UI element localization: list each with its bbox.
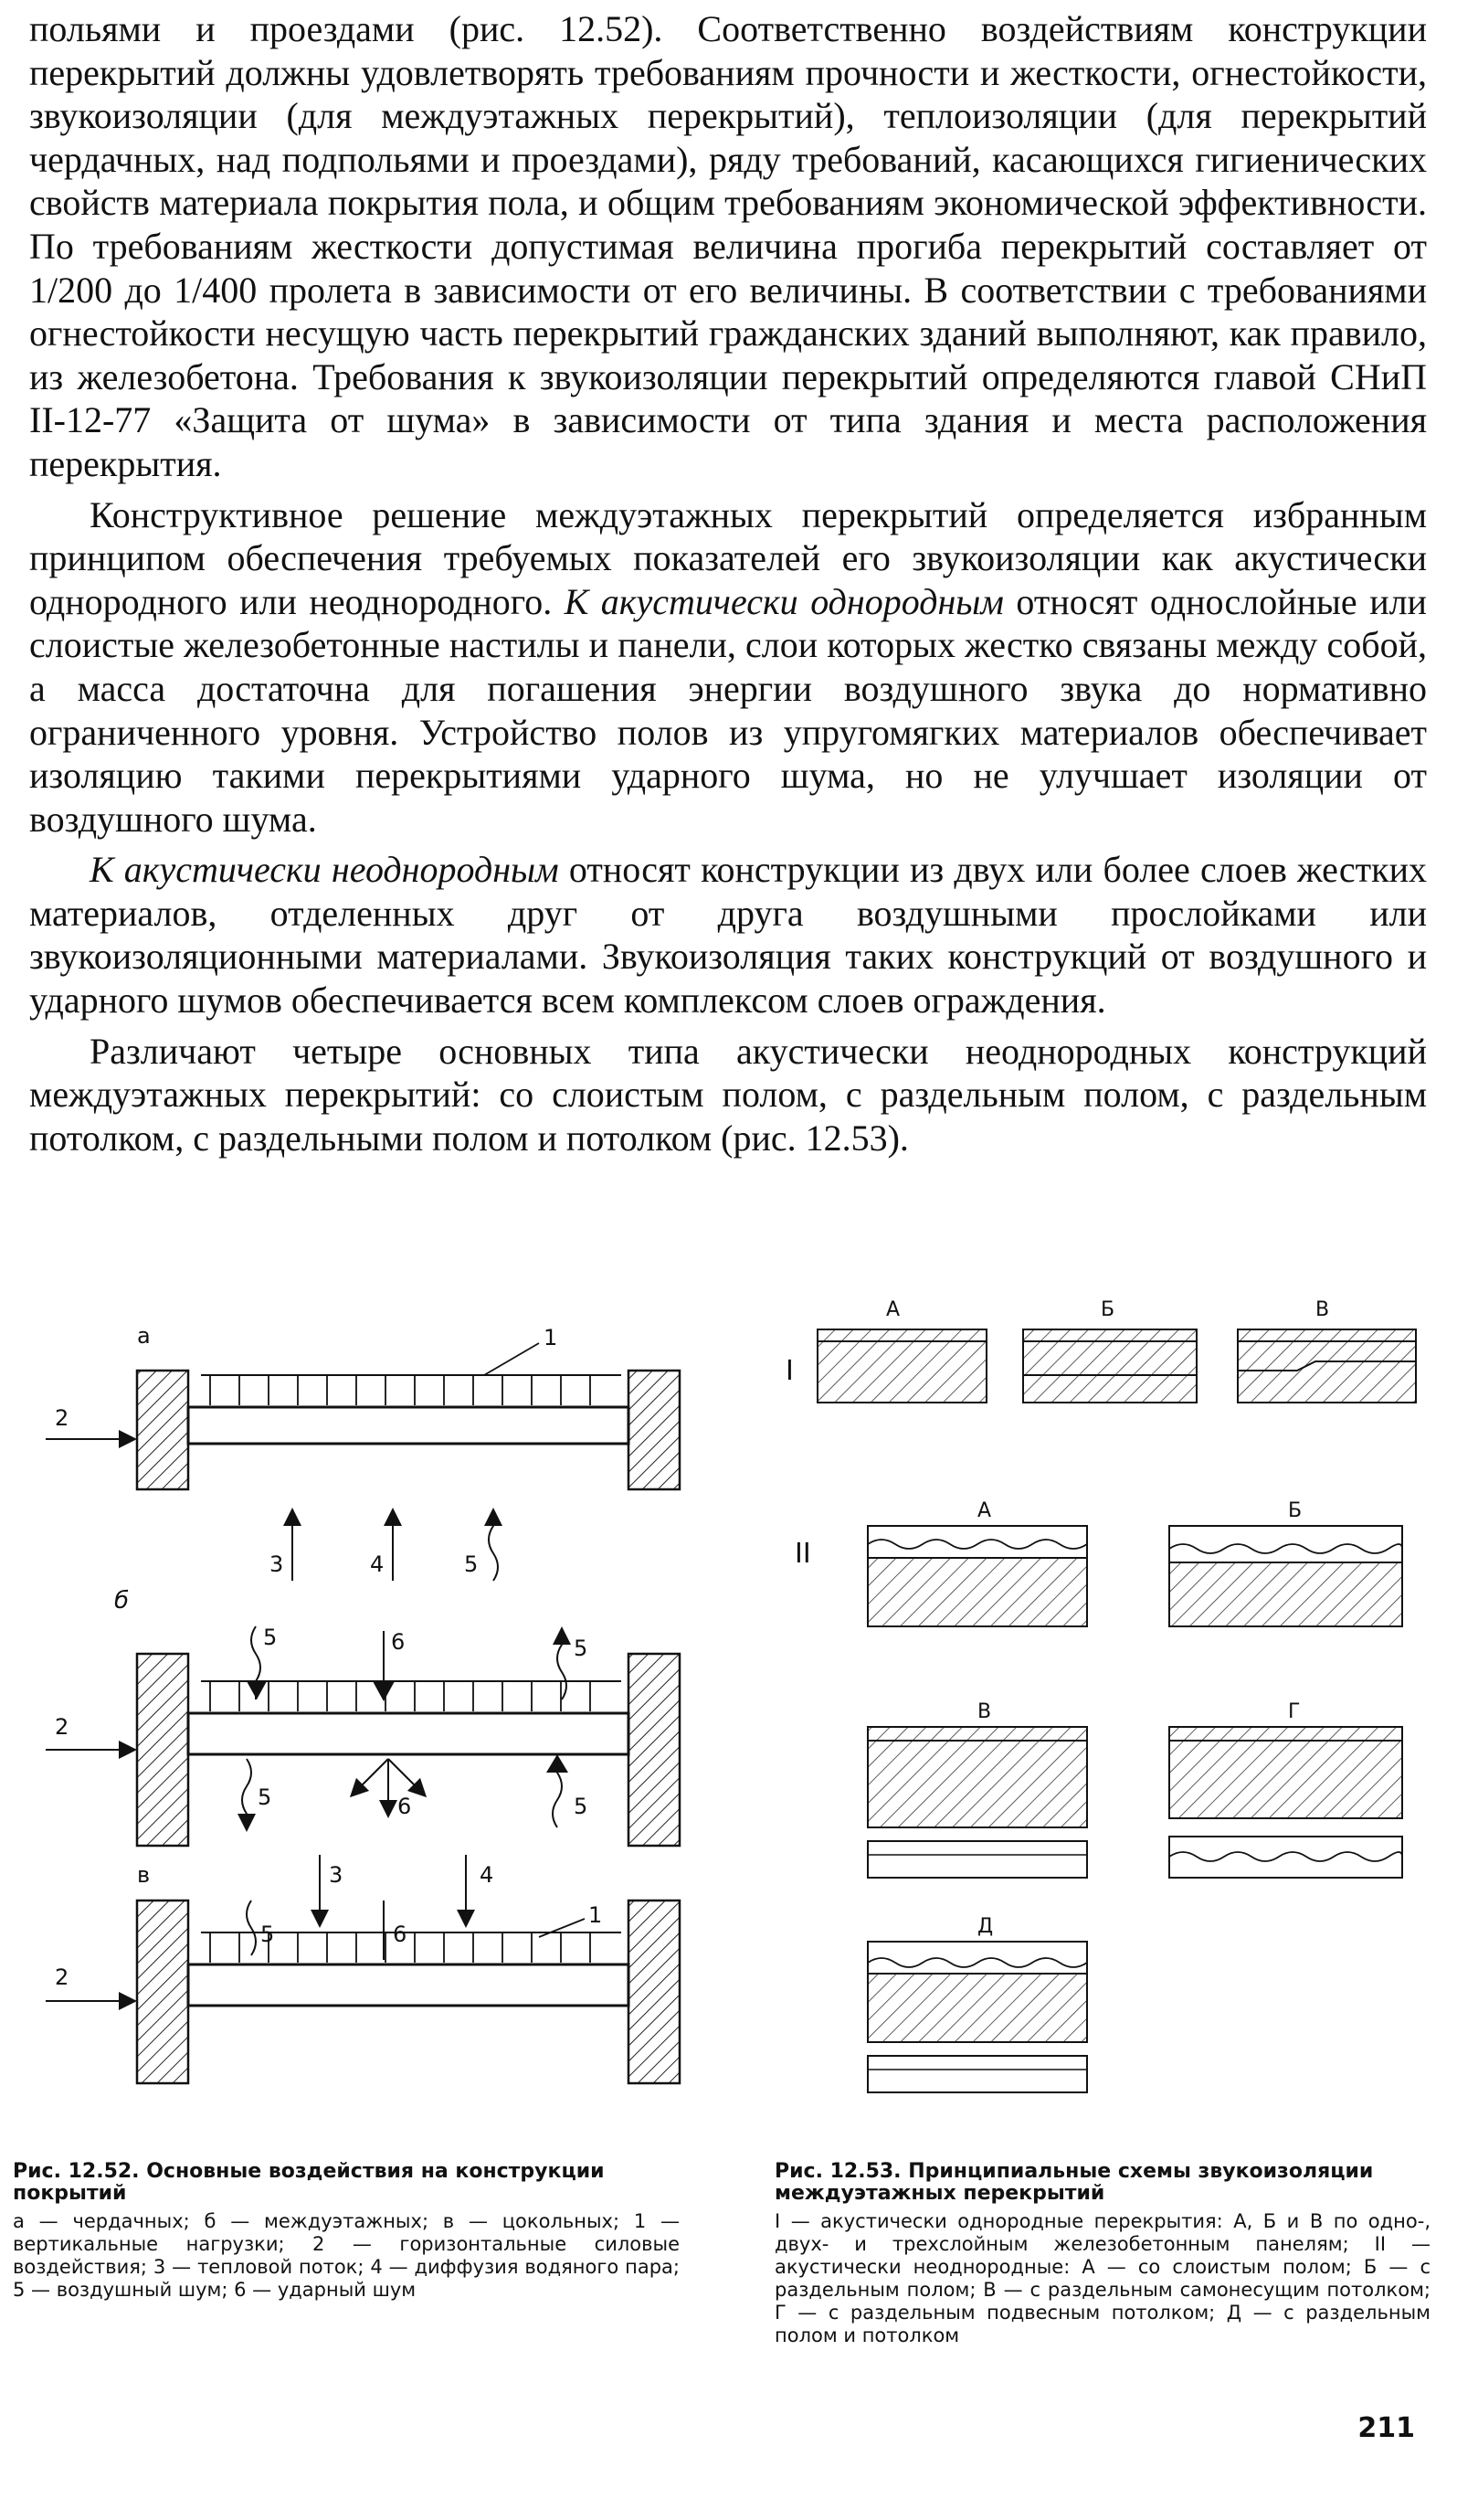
row-I	[786, 1298, 1416, 1403]
paragraph-4: Различают четыре основных типа акустически неоднородных конструкций междуэтажных перекрытий: со слоистым полом, с раздельным полом, с раздельным потолком, с раздельными полом и потолком (рис. 12.53).	[29, 1030, 1427, 1159]
label-3-a: 3	[269, 1551, 284, 1577]
wall-right	[628, 1371, 680, 1489]
row-II	[795, 1499, 1402, 2092]
caption-12-53	[775, 2161, 1431, 2347]
panel-I-B-label: Б	[1101, 1298, 1115, 1321]
diagram-b	[46, 1587, 680, 1846]
panel-II-D-label: Д	[977, 1915, 994, 1938]
label-6-b2: 6	[397, 1794, 412, 1819]
panel-I-V-label: В	[1315, 1298, 1330, 1321]
label-b: б	[114, 1587, 130, 1615]
page-number: 211	[1357, 2412, 1415, 2444]
panel-II-G-label: Г	[1288, 1700, 1301, 1723]
label-6-v: 6	[393, 1922, 407, 1947]
diagram-a	[46, 1323, 680, 1581]
caption-12-53-body: I — акустически однородные перекрытия: А, Б и В по одно-, двух- и трехслойным железобетонным панелям; II — акустически неоднородные: А — со слоистым полом; Б — с раздельным полом; В — с раздельным самонесущим потолком; Г — с раздельным подвесным потолком; Д — с раздельным полом и потолком	[775, 2210, 1431, 2346]
paragraph-2-rest: относят однослойные или слоистые железобетонные настилы и панели, слои которых жестко связаны между собой, а масса достаточна для погашения энергии воздушного звука до нормативно ограниченного уровня. Устройство полов из упругомягких материалов обеспечивает изоляцию такими перекрытиями ударного шума, но не улучшает изоляции от воздушного шума.	[29, 580, 1427, 840]
figure-12-52-drawing	[27, 1297, 722, 2102]
label-2-a: 2	[55, 1405, 69, 1431]
label-3-v: 3	[329, 1862, 343, 1888]
panel-I-A-label: А	[886, 1298, 901, 1321]
panel-II-V-label: В	[977, 1700, 992, 1723]
label-a: а	[137, 1323, 151, 1349]
label-2-v: 2	[55, 1964, 69, 1990]
panel-II-A-label: А	[977, 1499, 992, 1522]
term-heterogeneous: К акустически неоднородным	[90, 849, 559, 891]
label-5-a: 5	[464, 1551, 479, 1577]
paragraph-3-rest: относят конструкции из двух или более слоев жестких материалов, отделенных друг от друга воздушными прослойками или звукоизоляционными материалами. Звукоизоляция таких конструкций от воздушного и ударного шумов обеспечивается всем комплексом слоев ограждения.	[29, 849, 1427, 1022]
vertical-loads	[210, 1375, 590, 1405]
paragraph-1: польями и проездами (рис. 12.52). Соответственно воздействиям конструкции перекрытий должны удовлетворять требованиям прочности и жесткости, огнестойкости, звукоизоляции (для междуэтажных перекрытий), теплоизоляции (для перекрытий чердачных, над подпольями и проездами), ряду требований, касающихся гигиенических свойств материала покрытия пола, и общим требованиям экономической эффективности. По требованиям жесткости допустимая величина прогиба перекрытий составляет от 1/200 до 1/400 пролета в зависимости от его величины. В соответствии с требованиями огнестойкости несущую часть перекрытий гражданских зданий выполняют, как правило, из железобетона. Требования к звукоизоляции перекрытий определяются главой СНиП II-12-77 «Защита от шума» в зависимости от типа здания и места расположения перекрытия.	[29, 8, 1427, 484]
main-text	[29, 7, 1427, 1159]
caption-12-52	[13, 2161, 680, 2302]
caption-12-52-body: а — чердачных; б — междуэтажных; в — цокольных; 1 — вертикальные нагрузки; 2 — горизонтальные силовые воздействия; 3 — тепловой поток; 4 — диффузия водяного пара; 5 — воздушный шум; 6 — ударный шум	[13, 2210, 680, 2301]
label-v: в	[137, 1862, 151, 1888]
label-5-b3: 5	[258, 1784, 272, 1810]
wall-left	[137, 1371, 188, 1489]
label-6-b1: 6	[391, 1629, 406, 1655]
label-5-b4: 5	[574, 1794, 588, 1819]
slab	[188, 1407, 628, 1444]
row-I-label: I	[786, 1355, 794, 1387]
paragraph-2	[29, 493, 1427, 842]
row-II-label: II	[795, 1538, 811, 1570]
label-4-v: 4	[480, 1862, 494, 1888]
label-4-a: 4	[370, 1551, 385, 1577]
figure-12-52	[27, 1297, 722, 2102]
label-5-b1: 5	[263, 1625, 278, 1650]
figure-12-53	[767, 1288, 1443, 2156]
figure-12-53-drawing	[767, 1288, 1443, 2156]
label-1-a: 1	[544, 1325, 558, 1350]
caption-12-52-title: Рис. 12.52. Основные воздействия на конструкции покрытий	[13, 2160, 605, 2205]
label-5-v: 5	[260, 1922, 275, 1947]
term-homogeneous: К акустически однородным	[564, 580, 1004, 622]
panel-II-B-label: Б	[1288, 1499, 1303, 1522]
label-2-b: 2	[55, 1714, 69, 1740]
caption-12-53-title: Рис. 12.53. Принципиальные схемы звукоизоляции междуэтажных перекрытий	[775, 2160, 1374, 2205]
paragraph-3	[29, 848, 1427, 1022]
label-5-b2: 5	[574, 1636, 588, 1661]
label-1-v: 1	[588, 1902, 603, 1928]
paragraph-2-start: Конструктивное решение междуэтажных перекрытий определяется избранным принципом обеспечения требуемых показателей его звукоизоляции как акустически однородного или неоднородного.	[29, 493, 1427, 622]
diagram-v	[46, 1855, 680, 2083]
